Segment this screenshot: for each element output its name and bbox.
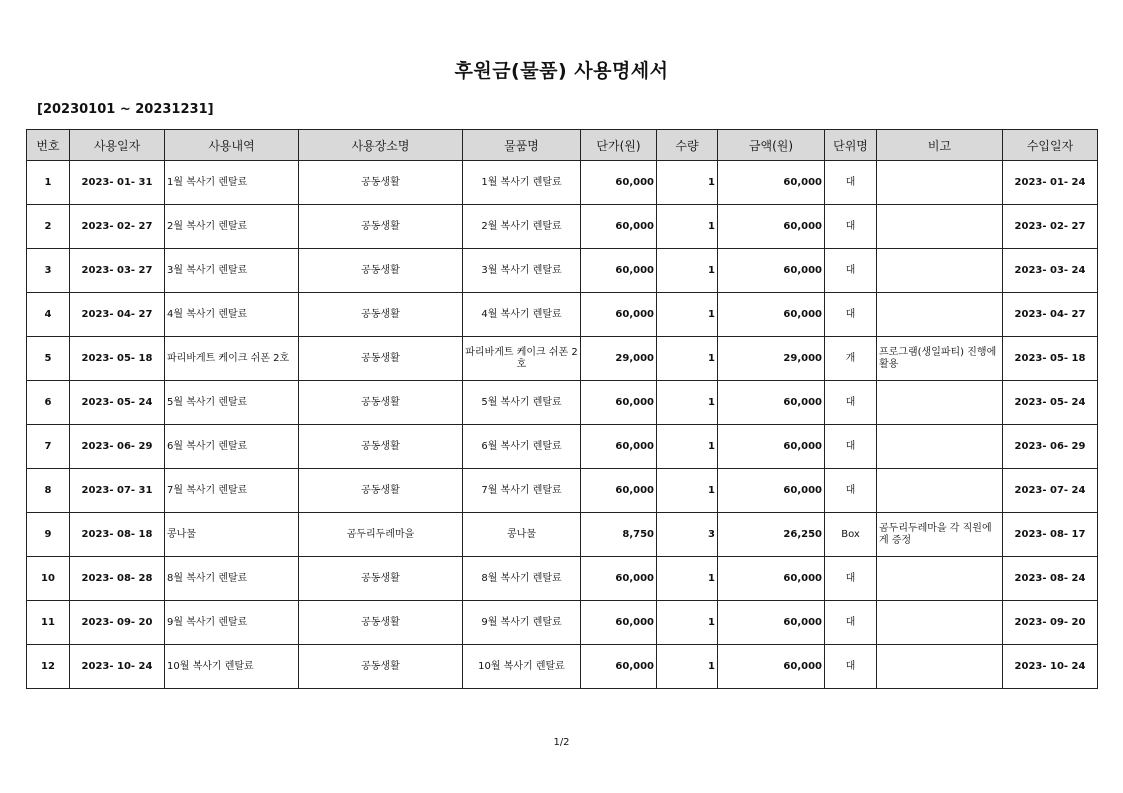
cell-use-date: 2023- 10- 24 [70,645,165,689]
table-row [27,601,1098,645]
cell-note [877,557,1003,601]
period-range: [20230101 ~ 20231231] [37,102,214,117]
cell-item: 6월 복사기 렌탈료 [463,425,581,469]
header-no: 번호 [27,130,70,161]
table-row [27,293,1098,337]
page-title: 후원금(물품) 사용명세서 [454,60,669,82]
cell-qty: 1 [657,425,718,469]
cell-qty: 1 [657,469,718,513]
cell-no: 12 [27,645,70,689]
table-row [27,469,1098,513]
page-number: 1/2 [553,737,570,748]
cell-qty: 1 [657,381,718,425]
cell-use-date: 2023- 01- 31 [70,161,165,205]
cell-qty: 1 [657,601,718,645]
cell-item: 2월 복사기 렌탈료 [463,205,581,249]
cell-use-date: 2023- 06- 29 [70,425,165,469]
cell-qty: 1 [657,337,718,381]
cell-note [877,645,1003,689]
cell-unit: 대 [825,161,877,205]
cell-unit-price: 8,750 [581,513,657,557]
header-amount: 금액(원) [718,130,825,161]
cell-amount: 60,000 [718,601,825,645]
cell-income-date: 2023- 10- 24 [1003,645,1098,689]
cell-place: 공동생활 [299,161,463,205]
cell-amount: 60,000 [718,293,825,337]
cell-note [877,601,1003,645]
cell-amount: 60,000 [718,645,825,689]
cell-description: 5월 복사기 렌탈료 [165,381,299,425]
cell-unit: 대 [825,557,877,601]
cell-unit-price: 60,000 [581,557,657,601]
header-note: 비고 [877,130,1003,161]
cell-unit: 대 [825,293,877,337]
cell-no: 1 [27,161,70,205]
cell-place: 공동생활 [299,645,463,689]
cell-no: 11 [27,601,70,645]
cell-use-date: 2023- 03- 27 [70,249,165,293]
cell-item: 4월 복사기 렌탈료 [463,293,581,337]
cell-unit: 대 [825,601,877,645]
cell-use-date: 2023- 04- 27 [70,293,165,337]
cell-amount: 29,000 [718,337,825,381]
cell-amount: 60,000 [718,425,825,469]
cell-no: 2 [27,205,70,249]
cell-place: 공동생활 [299,601,463,645]
cell-income-date: 2023- 05- 18 [1003,337,1098,381]
cell-qty: 1 [657,205,718,249]
cell-unit: 대 [825,425,877,469]
cell-no: 6 [27,381,70,425]
cell-use-date: 2023- 07- 31 [70,469,165,513]
cell-unit: 대 [825,469,877,513]
table-row [27,337,1098,381]
cell-income-date: 2023- 07- 24 [1003,469,1098,513]
header-item: 물품명 [463,130,581,161]
cell-unit-price: 60,000 [581,425,657,469]
cell-place: 공동생활 [299,425,463,469]
cell-place: 공동생활 [299,249,463,293]
cell-unit-price: 60,000 [581,205,657,249]
cell-item: 파리바게트 케이크 쉬폰 2호 [463,337,581,381]
cell-place: 공동생활 [299,381,463,425]
cell-unit-price: 60,000 [581,645,657,689]
cell-unit-price: 60,000 [581,249,657,293]
cell-unit-price: 60,000 [581,161,657,205]
cell-item: 콩나물 [463,513,581,557]
cell-income-date: 2023- 05- 24 [1003,381,1098,425]
cell-description: 4월 복사기 렌탈료 [165,293,299,337]
cell-place: 공동생활 [299,337,463,381]
cell-qty: 1 [657,249,718,293]
cell-note [877,161,1003,205]
cell-qty: 3 [657,513,718,557]
cell-qty: 1 [657,645,718,689]
cell-income-date: 2023- 06- 29 [1003,425,1098,469]
cell-description: 9월 복사기 렌탈료 [165,601,299,645]
cell-amount: 60,000 [718,557,825,601]
cell-income-date: 2023- 02- 27 [1003,205,1098,249]
cell-amount: 60,000 [718,205,825,249]
cell-income-date: 2023- 04- 27 [1003,293,1098,337]
cell-no: 5 [27,337,70,381]
cell-description: 파리바게트 케이크 쉬폰 2호 [165,337,299,381]
cell-unit-price: 29,000 [581,337,657,381]
cell-income-date: 2023- 09- 20 [1003,601,1098,645]
cell-amount: 60,000 [718,469,825,513]
cell-description: 3월 복사기 렌탈료 [165,249,299,293]
cell-description: 2월 복사기 렌탈료 [165,205,299,249]
cell-qty: 1 [657,557,718,601]
cell-unit-price: 60,000 [581,601,657,645]
cell-unit-price: 60,000 [581,469,657,513]
cell-amount: 60,000 [718,381,825,425]
cell-no: 8 [27,469,70,513]
cell-amount: 60,000 [718,161,825,205]
cell-item: 9월 복사기 렌탈료 [463,601,581,645]
cell-amount: 26,250 [718,513,825,557]
cell-unit: 대 [825,249,877,293]
cell-place: 공동생활 [299,205,463,249]
cell-note [877,381,1003,425]
cell-note [877,293,1003,337]
header-unit: 단위명 [825,130,877,161]
header-place: 사용장소명 [299,130,463,161]
donation-usage-table [26,129,1098,689]
cell-use-date: 2023- 05- 18 [70,337,165,381]
cell-no: 7 [27,425,70,469]
cell-unit: 대 [825,205,877,249]
cell-qty: 1 [657,293,718,337]
cell-income-date: 2023- 08- 24 [1003,557,1098,601]
cell-place: 곰두리두레마을 [299,513,463,557]
cell-description: 콩나물 [165,513,299,557]
table-row [27,205,1098,249]
cell-qty: 1 [657,161,718,205]
cell-use-date: 2023- 08- 28 [70,557,165,601]
cell-place: 공동생활 [299,469,463,513]
cell-no: 3 [27,249,70,293]
header-description: 사용내역 [165,130,299,161]
table-row [27,557,1098,601]
cell-no: 4 [27,293,70,337]
cell-place: 공동생활 [299,293,463,337]
table-row [27,513,1098,557]
cell-item: 5월 복사기 렌탈료 [463,381,581,425]
cell-note: 곰두리두레마을 각 직원에게 증정 [877,513,1003,557]
cell-note [877,425,1003,469]
cell-item: 7월 복사기 렌탈료 [463,469,581,513]
cell-note [877,249,1003,293]
cell-description: 7월 복사기 렌탈료 [165,469,299,513]
cell-place: 공동생활 [299,557,463,601]
cell-item: 8월 복사기 렌탈료 [463,557,581,601]
cell-description: 10월 복사기 렌탈료 [165,645,299,689]
table-row [27,381,1098,425]
cell-item: 3월 복사기 렌탈료 [463,249,581,293]
cell-income-date: 2023- 08- 17 [1003,513,1098,557]
table-row [27,425,1098,469]
table-row [27,249,1098,293]
table-row [27,161,1098,205]
cell-description: 6월 복사기 렌탈료 [165,425,299,469]
header-qty: 수량 [657,130,718,161]
cell-unit-price: 60,000 [581,381,657,425]
cell-no: 9 [27,513,70,557]
header-unit-price: 단가(원) [581,130,657,161]
cell-note [877,205,1003,249]
cell-note: 프로그램(생일파티) 진행에 활용 [877,337,1003,381]
cell-use-date: 2023- 02- 27 [70,205,165,249]
cell-item: 1월 복사기 렌탈료 [463,161,581,205]
cell-use-date: 2023- 09- 20 [70,601,165,645]
cell-amount: 60,000 [718,249,825,293]
cell-description: 8월 복사기 렌탈료 [165,557,299,601]
table-row [27,645,1098,689]
cell-income-date: 2023- 01- 24 [1003,161,1098,205]
cell-unit: 대 [825,645,877,689]
cell-note [877,469,1003,513]
cell-no: 10 [27,557,70,601]
cell-item: 10월 복사기 렌탈료 [463,645,581,689]
cell-unit: 대 [825,381,877,425]
cell-unit-price: 60,000 [581,293,657,337]
header-income-date: 수입일자 [1003,130,1098,161]
cell-income-date: 2023- 03- 24 [1003,249,1098,293]
cell-use-date: 2023- 05- 24 [70,381,165,425]
cell-description: 1월 복사기 렌탈료 [165,161,299,205]
table-header-row [27,130,1098,161]
cell-unit: Box [825,513,877,557]
cell-unit: 개 [825,337,877,381]
header-use-date: 사용일자 [70,130,165,161]
cell-use-date: 2023- 08- 18 [70,513,165,557]
